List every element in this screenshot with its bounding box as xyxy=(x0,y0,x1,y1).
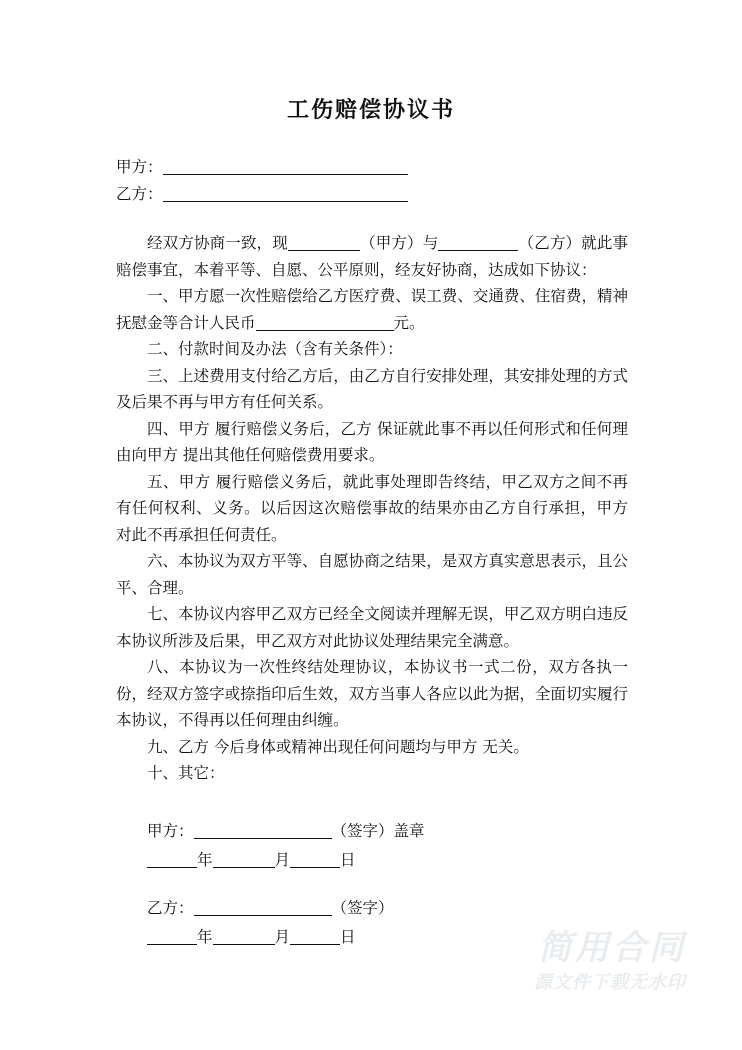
clause-2: 二、付款时间及办法（含有关条件）： xyxy=(147,340,403,358)
party-b-day-blank xyxy=(290,926,340,945)
party-a-signature xyxy=(116,818,628,873)
clause-3: 三、上述费用支付给乙方后，由乙方自行安排处理，其安排处理的方式及后果不再与甲方有任何关系。 xyxy=(116,366,628,411)
agreement-body xyxy=(116,230,628,787)
intro-paragraph xyxy=(116,230,628,283)
party-a-day-blank xyxy=(290,849,340,868)
clause-4: 四、甲方 履行赔偿义务后，乙方 保证就此事不再以任何形式和任何理由向甲方 提出其他任何赔偿费用要求。 xyxy=(116,419,628,464)
sign-party-b-label: 乙方： xyxy=(147,899,194,917)
clause-8: 八、本协议为一次性终结处理协议，本协议书一式二份，双方各执一份，经双方签字或捺指印后生效，双方当事人各应以此为据，全面切实履行本协议，不得再以任何理由纠缠。 xyxy=(116,658,628,729)
party-b-sign-line xyxy=(116,895,628,922)
intro-text-1: 经双方协商一致，现 xyxy=(147,234,288,252)
intro-party-a-blank xyxy=(288,232,360,251)
party-a-sign-blank xyxy=(194,820,332,839)
party-b-sign-blank xyxy=(194,897,332,916)
party-a-sign-suffix: （签字）盖章 xyxy=(331,822,425,840)
party-a-year-label: 年 xyxy=(197,850,213,869)
clause-9: 九、乙方 今后身体或精神出现任何问题均与甲方 无关。 xyxy=(147,737,529,756)
party-a-date-line xyxy=(116,847,628,874)
clause-6: 六、本协议为双方平等、自愿协商之结果，是双方真实意思表示，且公平、合理。 xyxy=(116,552,628,597)
clause-7: 七、本协议内容甲乙双方已经全文阅读并理解无误，甲乙双方明白违反本协议所涉及后果，甲乙双方对此协议处理结果完全满意。 xyxy=(116,605,628,650)
clause-1 xyxy=(116,283,628,336)
party-a-name-blank xyxy=(163,156,408,175)
clause-1-text: 一、甲方愿一次性赔偿给乙方医疗费、误工费、交通费、住宿费，精神抚慰金等合计人民币 xyxy=(116,287,628,332)
party-b-month-blank xyxy=(213,926,275,945)
clause-5: 五、甲方 履行赔偿义务后，就此事处理即告终结，甲乙双方之间不再有任何权利、义务。以后因这次赔偿事故的结果亦由乙方自行承担，甲方 对此不再承担任何责任。 xyxy=(116,472,628,544)
party-b-month-label: 月 xyxy=(274,927,291,946)
party-a-line xyxy=(116,154,628,181)
party-a-month-label: 月 xyxy=(274,850,291,869)
party-b-label: 乙方： xyxy=(116,184,163,203)
watermark-brand: 简用合同 xyxy=(538,928,686,968)
party-b-day-label: 日 xyxy=(340,927,356,946)
clause-10: 十、其它： xyxy=(147,764,225,782)
party-a-sign-line xyxy=(116,818,628,845)
party-a-year-blank xyxy=(147,849,197,868)
party-header xyxy=(116,154,628,207)
party-b-name-blank xyxy=(163,183,408,202)
intro-party-b-blank xyxy=(438,232,518,251)
party-b-year-blank xyxy=(147,926,197,945)
amount-blank xyxy=(256,312,394,331)
document-title: 工伤赔偿协议书 xyxy=(286,97,455,123)
sign-party-a-label: 甲方： xyxy=(147,822,194,840)
party-b-year-label: 年 xyxy=(197,927,213,946)
party-a-label: 甲方： xyxy=(116,158,163,176)
party-a-month-blank xyxy=(213,849,275,868)
party-b-sign-suffix: （签字） xyxy=(331,899,394,917)
watermark-tagline: 源文件下载无水印 xyxy=(534,972,686,993)
intro-text-3: （乙方）就此事赔偿事宜，本着平等、自愿、公平原则，经友好协商，达成如下协议： xyxy=(116,234,628,279)
party-a-day-label: 日 xyxy=(340,850,356,869)
clause-1-unit: 元。 xyxy=(393,313,425,332)
intro-text-2: （甲方）与 xyxy=(359,234,439,252)
party-b-line xyxy=(116,181,628,208)
